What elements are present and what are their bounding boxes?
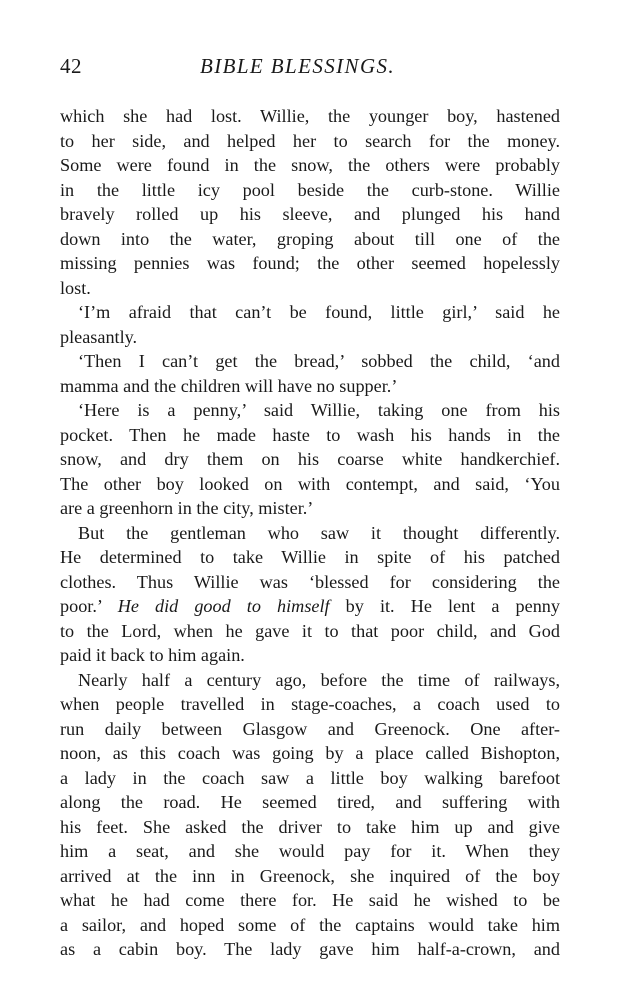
text-line-with-emphasis: [60, 594, 560, 619]
text-line: paid it back to him again.: [60, 645, 245, 665]
text-line: Nearly half a century ago, before the time of railways,: [78, 669, 560, 690]
emphasized-text: He did good to himself: [117, 596, 330, 616]
text-line: ‘Then I can’t get the bread,’ sobbed the child, ‘and: [78, 351, 560, 371]
text-line: when people travelled in stage-coaches, a coach used to: [60, 694, 560, 714]
text-line: along the road. He seemed tired, and suffering with: [60, 792, 560, 812]
text-line: to the Lord, when he gave it to that poor child, and God: [60, 620, 560, 641]
text-line: pleasantly.: [60, 326, 138, 347]
text-line: a lady in the coach saw a little boy walking barefoot: [60, 767, 560, 788]
text-line: his feet. She asked the driver to take him up and give: [60, 816, 560, 837]
text-line: down into the water, groping about till one of the: [60, 228, 560, 249]
text-segment: by it. He lent a penny: [329, 596, 560, 616]
body-text: [60, 104, 560, 962]
text-line: to her side, and helped her to search for the money.: [60, 130, 560, 151]
text-line: mamma and the children will have no supper.’: [60, 375, 398, 396]
text-line: what he had come there for. He said he wished to be: [60, 890, 560, 910]
text-segment: poor.’: [60, 596, 118, 616]
text-line: snow, and dry them on his coarse white handkerchief.: [60, 449, 560, 469]
text-line: arrived at the inn in Greenock, she inquired of the boy: [60, 865, 560, 886]
text-line: are a greenhorn in the city, mister.’: [60, 498, 314, 518]
text-line: a sailor, and hoped some of the captains would take him: [60, 914, 560, 935]
text-line: pocket. Then he made haste to wash his hands in the: [60, 424, 560, 445]
text-line: in the little icy pool beside the curb-stone. Willie: [60, 179, 560, 200]
text-line: The other boy looked on with contempt, and said, ‘You: [60, 473, 560, 494]
text-line: clothes. Thus Willie was ‘blessed for considering the: [60, 571, 560, 592]
text-line: But the gentleman who saw it thought differently.: [78, 522, 560, 543]
text-line: He determined to take Willie in spite of his patched: [60, 547, 560, 567]
text-line: as a cabin boy. The lady gave him half-a-crown, and: [60, 939, 560, 959]
page-number: 42: [60, 54, 82, 78]
text-line: missing pennies was found; the other seemed hopelessly: [60, 253, 560, 273]
text-line: ‘Here is a penny,’ said Willie, taking one from his: [78, 400, 560, 420]
text-line: run daily between Glasgow and Greenock. One after-: [60, 718, 560, 739]
text-line: him a seat, and she would pay for it. When they: [60, 841, 560, 861]
text-line: ‘I’m afraid that can’t be found, little girl,’ said he: [78, 302, 560, 322]
text-line: noon, as this coach was going by a place called Bishopton,: [60, 743, 560, 763]
running-title: BIBLE BLESSINGS.: [200, 54, 396, 78]
page-header: [60, 54, 560, 84]
text-line: bravely rolled up his sleeve, and plunged his hand: [60, 204, 560, 224]
text-line: lost.: [60, 277, 91, 298]
text-line: which she had lost. Willie, the younger boy, hastened: [60, 106, 560, 126]
text-line: Some were found in the snow, the others were probably: [60, 155, 560, 175]
